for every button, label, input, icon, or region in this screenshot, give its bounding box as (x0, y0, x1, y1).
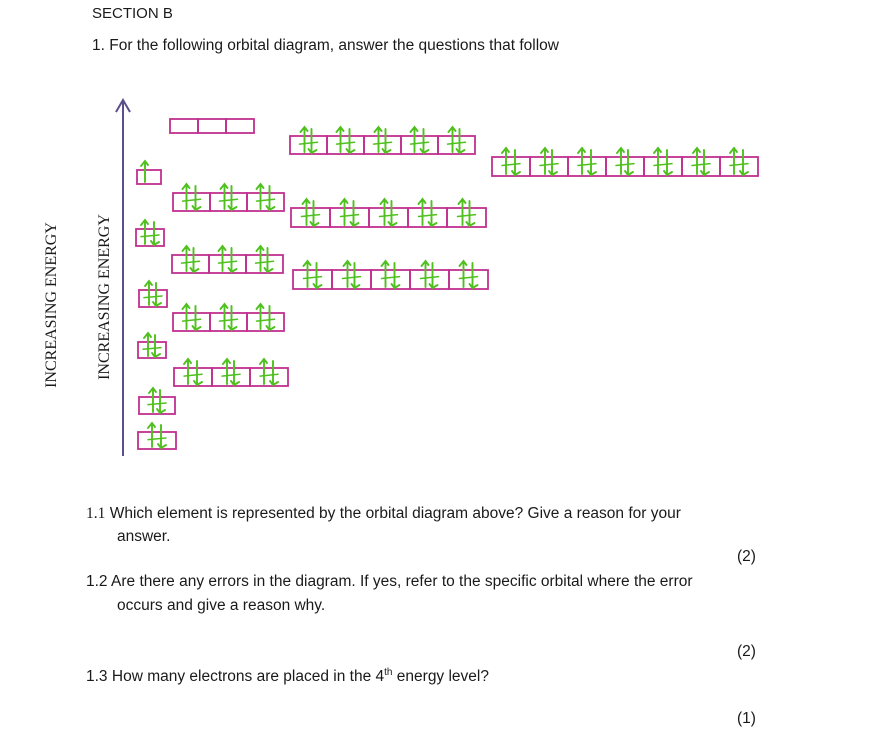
electron-spin-down (392, 263, 400, 288)
electron-spin-up (141, 161, 148, 182)
question-1-2-text: Are there any errors in the diagram. If yes, refer to the specific orbital where the error (111, 573, 693, 590)
electron-stroke (692, 164, 710, 166)
orbital-box-outline (226, 119, 254, 133)
electron-stroke (148, 403, 166, 405)
orbital-box (327, 127, 364, 154)
electron-stroke (141, 235, 159, 237)
electron-spin-down (421, 129, 429, 153)
section-title: SECTION B (92, 5, 173, 22)
orbital-box-outline (371, 270, 410, 289)
orbital-box (720, 148, 758, 176)
orbital-box-outline (209, 255, 246, 273)
orbital-box (170, 119, 198, 133)
electron-spin-up (183, 184, 190, 209)
electron-spin-up (578, 148, 585, 174)
electron-stroke (144, 296, 162, 298)
question-1-2-marks: (2) (737, 643, 756, 660)
orbital-box-outline (447, 208, 486, 227)
orbital-row-n (138, 423, 176, 449)
orbital-box-outline (644, 157, 682, 176)
orbital-box (210, 304, 247, 331)
electron-spin-down (309, 129, 317, 153)
orbital-row-m (139, 388, 175, 414)
orbital-row-h (293, 261, 488, 289)
electron-stroke (654, 164, 672, 166)
orbital-row-j (173, 304, 284, 331)
electron-spin-up (260, 359, 267, 384)
electron-spin-up (419, 199, 426, 225)
electron-spin-up (381, 199, 388, 225)
electron-stroke (411, 142, 429, 144)
electron-stroke (219, 261, 237, 263)
electron-stroke (730, 164, 748, 166)
electron-spin-down (157, 390, 165, 413)
electron-stroke (257, 319, 275, 321)
orbital-box-outline (137, 170, 161, 184)
orbital-box (173, 304, 210, 331)
orbital-box-outline (492, 157, 530, 176)
orbital-row-k (138, 333, 166, 358)
orbital-box-outline (198, 119, 226, 133)
orbital-row-l (174, 359, 288, 386)
orbital-row-d (173, 184, 284, 211)
electron-spin-up (730, 148, 737, 174)
orbital-box (210, 184, 247, 211)
electron-spin-down (229, 186, 237, 210)
orbital-box-outline (606, 157, 644, 176)
orbital-box (364, 127, 401, 154)
electron-spin-up (693, 148, 700, 174)
electron-spin-down (267, 186, 275, 210)
question-1-2-number: 1.2 (86, 573, 108, 590)
orbital-box-outline (210, 193, 247, 211)
electron-spin-up (341, 199, 348, 225)
orbital-box-outline (247, 313, 284, 331)
orbital-box-outline (136, 229, 164, 246)
orbital-box (138, 423, 176, 449)
empty-orbitals (170, 119, 254, 133)
orbital-box-outline (139, 397, 175, 414)
orbital-box-outline (682, 157, 720, 176)
orbital-box-outline (173, 193, 210, 211)
electron-spin-down (267, 306, 275, 330)
electron-spin-down (383, 129, 391, 153)
electron-spin-up (617, 148, 624, 174)
electron-spin-up (221, 304, 228, 329)
electron-stroke (220, 199, 238, 201)
electron-spin-down (429, 201, 437, 226)
axis-label-outer: INCREASING ENERGY (43, 222, 60, 388)
electron-spin-up (145, 281, 152, 305)
electron-spin-up (184, 359, 191, 384)
orbital-box-outline (410, 270, 449, 289)
electron-spin-down (193, 186, 201, 210)
electron-spin-up (375, 127, 382, 152)
question-1-2 (86, 571, 693, 593)
energy-axis-arrow (116, 100, 130, 456)
orbital-box (410, 261, 449, 289)
orbital-box-outline (720, 157, 758, 176)
orbital-box (330, 199, 369, 227)
question-1-3-marks: (1) (737, 710, 756, 727)
question-1-3-text: How many electrons are placed in the 4 (111, 668, 385, 686)
electron-spin-down (430, 263, 438, 288)
orbital-box (644, 148, 682, 176)
electron-stroke (300, 142, 318, 144)
electron-spin-up (257, 184, 264, 209)
electron-spin-up (219, 246, 226, 271)
orbital-row-g (172, 246, 283, 273)
electron-stroke (502, 164, 520, 166)
electron-spin-up (460, 261, 467, 287)
orbital-box-outline (369, 208, 408, 227)
electron-spin-up (149, 388, 156, 412)
orbital-box-outline (172, 255, 209, 273)
orbital-row-b (492, 148, 758, 176)
orbital-box (290, 127, 327, 154)
electron-spin-up (221, 184, 228, 209)
electron-spin-down (740, 150, 748, 175)
orbital-box (369, 199, 408, 227)
electron-stroke (256, 261, 274, 263)
electron-spin-down (389, 201, 397, 226)
orbital-row-a (290, 127, 475, 154)
electron-stroke (260, 374, 278, 376)
electron-stroke (183, 319, 201, 321)
orbital-box (682, 148, 720, 176)
electron-spin-up (141, 220, 148, 244)
electron-stroke (343, 277, 361, 279)
electron-spin-up (654, 148, 661, 174)
orbital-box (447, 199, 486, 227)
electron-stroke (341, 215, 359, 217)
electron-stroke (304, 277, 322, 279)
orbital-box (138, 333, 166, 358)
orbital-box (173, 184, 210, 211)
orbital-box-outline (438, 136, 475, 154)
electron-spin-up (223, 359, 230, 384)
electron-stroke (421, 277, 439, 279)
electron-spin-down (314, 263, 322, 288)
orbital-box (212, 359, 250, 386)
electron-spin-down (549, 150, 557, 175)
question-1-3-number: 1.3 (86, 668, 108, 686)
electron-spin-down (265, 248, 273, 272)
electron-spin-down (467, 201, 475, 226)
orbital-box (209, 246, 246, 273)
electron-stroke (448, 142, 466, 144)
electron-spin-down (470, 263, 478, 288)
electron-spin-up (449, 127, 456, 152)
question-1-1-text: Which element is represented by the orbital diagram above? Give a reason for your (109, 505, 681, 522)
orbital-box (136, 220, 164, 246)
orbital-row-e (291, 199, 486, 227)
orbital-box-outline (290, 136, 327, 154)
electron-stroke (257, 199, 275, 201)
electron-stroke (458, 215, 476, 217)
electron-stroke (616, 164, 634, 166)
electron-spin-up (183, 304, 190, 329)
electron-stroke (184, 374, 202, 376)
orbital-box-outline (568, 157, 606, 176)
orbital-box (246, 246, 283, 273)
electron-stroke (578, 164, 596, 166)
electron-spin-up (148, 423, 155, 447)
question-1-3-superscript: th (384, 667, 393, 678)
orbital-box (293, 261, 332, 289)
orbital-box-outline (332, 270, 371, 289)
electron-stroke (183, 199, 201, 201)
question-1-1 (86, 503, 681, 525)
electron-spin-up (257, 304, 264, 329)
orbital-box-outline (408, 208, 447, 227)
electron-spin-up (502, 148, 509, 174)
orbital-box-outline (293, 270, 332, 289)
electron-spin-down (193, 306, 201, 330)
orbital-box (247, 304, 284, 331)
electron-stroke (222, 374, 240, 376)
electron-spin-down (625, 150, 633, 175)
orbital-box (408, 199, 447, 227)
electron-spin-up (303, 199, 310, 225)
electron-spin-down (457, 129, 465, 153)
electron-stroke (302, 215, 320, 217)
orbital-box (198, 119, 226, 133)
electron-spin-up (382, 261, 389, 287)
electron-spin-down (229, 248, 237, 272)
orbital-box (226, 119, 254, 133)
orbital-row-c (137, 161, 161, 184)
electron-stroke (143, 348, 161, 350)
orbital-box (174, 359, 212, 386)
electron-spin-up (422, 261, 429, 287)
orbital-box-outline (449, 270, 488, 289)
electron-stroke (382, 277, 400, 279)
electron-spin-up (344, 261, 351, 287)
orbital-box-outline (364, 136, 401, 154)
orbital-box-outline (138, 342, 166, 358)
electron-stroke (182, 261, 200, 263)
orbital-box-outline (246, 255, 283, 273)
orbital-box-outline (530, 157, 568, 176)
electron-spin-up (304, 261, 311, 287)
electron-spin-down (153, 283, 161, 306)
electron-spin-down (588, 150, 596, 175)
orbital-box (291, 199, 330, 227)
electron-spin-up (183, 246, 190, 271)
orbital-box (247, 184, 284, 211)
orbital-row-i (139, 281, 167, 307)
orbital-box (139, 281, 167, 307)
electron-spin-down (351, 201, 359, 226)
orbital-box (606, 148, 644, 176)
electron-stroke (220, 319, 238, 321)
orbital-box-outline (173, 313, 210, 331)
orbital-box (530, 148, 568, 176)
electron-spin-down (231, 361, 239, 385)
electron-spin-up (411, 127, 418, 152)
orbital-boxes (136, 119, 758, 449)
question-1-3-text-end: energy level? (392, 668, 489, 686)
electron-spin-down (191, 248, 199, 272)
electron-stroke (337, 142, 355, 144)
orbital-box-outline (174, 368, 212, 386)
electron-spin-down (311, 201, 319, 226)
question-1-1-text-cont: answer. (117, 528, 171, 545)
electron-spin-down (701, 150, 709, 175)
question-1-1-number: 1.1 (86, 505, 106, 522)
electron-spin-down (664, 150, 672, 175)
electron-stroke (460, 277, 478, 279)
question-1-1-marks: (2) (737, 548, 756, 565)
electron-stroke (419, 215, 437, 217)
electron-spin-up (144, 333, 151, 356)
orbital-box (137, 161, 161, 184)
question-1-2-text-cont: occurs and give a reason why. (117, 597, 326, 614)
electron-spin-down (347, 129, 355, 153)
question-1-prompt: 1. For the following orbital diagram, answer the questions that follow (92, 37, 559, 54)
electron-spin-down (229, 306, 237, 330)
electron-stroke (374, 142, 392, 144)
orbital-box-outline (330, 208, 369, 227)
orbital-box (492, 148, 530, 176)
axis-label-inner: INCREASING ENERGY (96, 214, 113, 380)
orbital-box (449, 261, 488, 289)
electron-spin-up (541, 148, 548, 174)
orbital-box (139, 388, 175, 414)
electron-stroke (540, 164, 558, 166)
electron-spin-down (151, 222, 159, 245)
electron-stroke (148, 438, 166, 440)
electron-spin-down (352, 263, 360, 288)
electron-spin-down (512, 150, 520, 175)
orbital-box-outline (247, 193, 284, 211)
orbital-box (438, 127, 475, 154)
electron-spin-up (337, 127, 344, 152)
electron-spin-up (257, 246, 264, 271)
orbital-box-outline (401, 136, 438, 154)
electron-spin-up (459, 199, 466, 225)
orbital-box (568, 148, 606, 176)
orbital-box-outline (212, 368, 250, 386)
electron-spin-down (158, 425, 166, 448)
orbital-box-outline (170, 119, 198, 133)
orbital-box-outline (210, 313, 247, 331)
electron-spin-down (152, 335, 160, 357)
orbital-box (401, 127, 438, 154)
electron-stroke (380, 215, 398, 217)
orbital-box-outline (291, 208, 330, 227)
orbital-box-outline (139, 290, 167, 307)
orbital-box (172, 246, 209, 273)
orbital-box (332, 261, 371, 289)
electron-spin-down (270, 361, 278, 385)
question-1-3 (86, 662, 489, 688)
orbital-box-outline (250, 368, 288, 386)
orbital-box (371, 261, 410, 289)
electron-spin-down (194, 361, 202, 385)
orbital-box-outline (138, 432, 176, 449)
electron-spin-up (301, 127, 308, 152)
orbital-box-outline (327, 136, 364, 154)
orbital-box (250, 359, 288, 386)
orbital-row-f (136, 220, 164, 246)
